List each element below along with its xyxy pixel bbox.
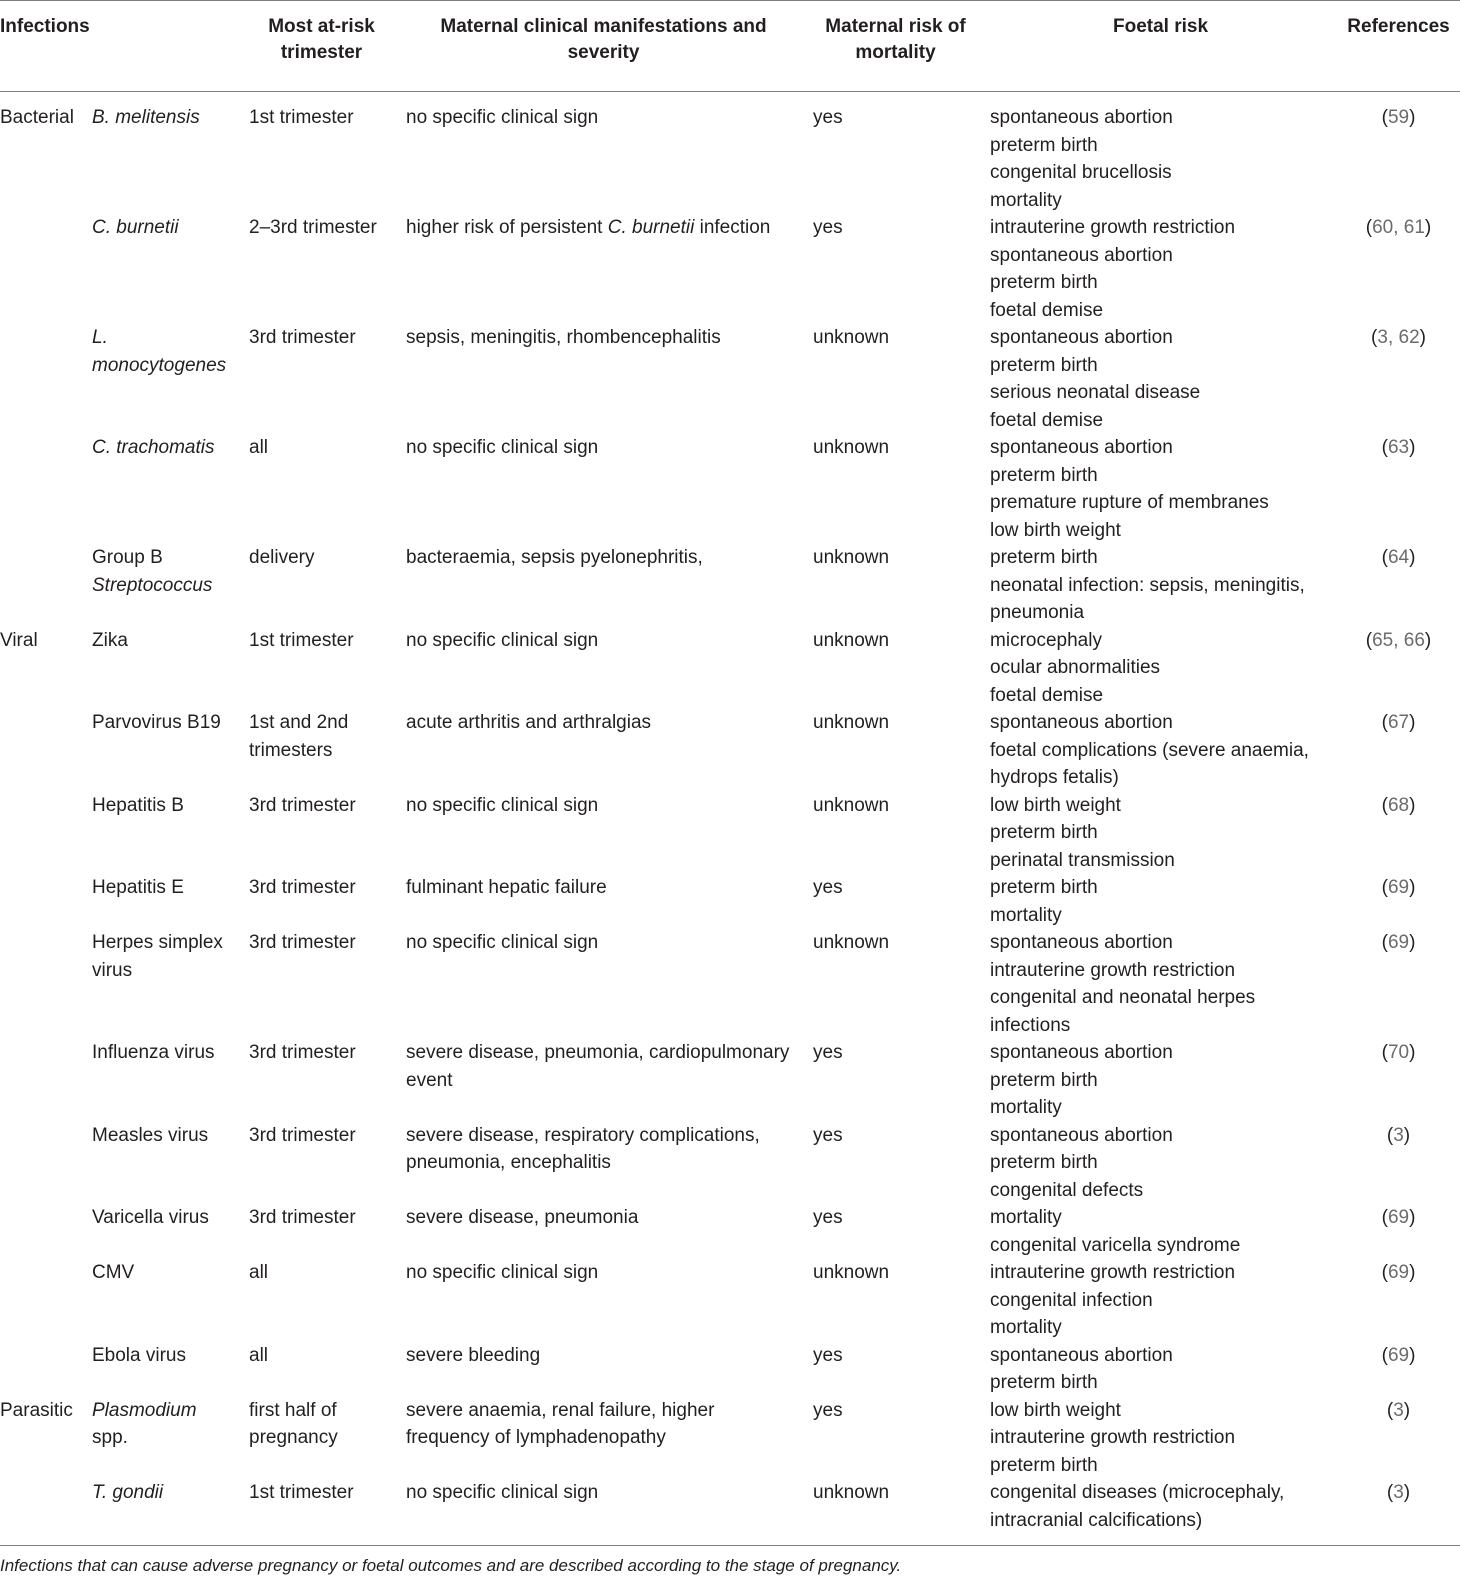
organism-name: Parvovirus B19 — [92, 712, 221, 733]
header-manifestations: Maternal clinical manifestations and severity — [440, 16, 767, 63]
foetal-risk-item: low birth weight — [990, 1399, 1121, 1421]
organism-cell — [87, 709, 243, 792]
foetal-risk-item: serious neonatal disease — [990, 382, 1201, 403]
trimester-cell: 1st trimester — [249, 1482, 354, 1503]
table-row — [0, 792, 1460, 875]
foetal-risk-item: preterm birth — [990, 1152, 1098, 1173]
manifestations-cell: no specific clinical sign — [406, 1262, 599, 1283]
organism-name: B. melitensis — [92, 107, 200, 128]
trimester-cell: 3rd trimester — [249, 1124, 356, 1146]
foetal-risk-cell — [984, 214, 1337, 324]
mortality-cell: yes — [813, 1042, 843, 1063]
foetal-risk-item: spontaneous abortion — [990, 1124, 1173, 1146]
reference-cell: (65, 66) — [1365, 629, 1432, 651]
organism-cell — [87, 544, 243, 627]
foetal-risk-item: spontaneous abortion — [990, 327, 1173, 348]
category-cell — [0, 324, 87, 434]
category-cell — [0, 709, 87, 792]
foetal-risk-item: intrauterine growth restriction — [990, 217, 1236, 238]
mortality-cell: unknown — [813, 1482, 890, 1503]
organism-name: Measles virus — [92, 1124, 209, 1146]
organism-cell — [87, 1039, 243, 1122]
foetal-risk-item: neonatal infection: sepsis, meningitis, pneumonia — [990, 574, 1305, 623]
foetal-risk-item: congenital varicella syndrome — [990, 1234, 1241, 1256]
foetal-risk-item: preterm birth — [990, 464, 1098, 486]
category-cell — [0, 1039, 87, 1122]
organism-cell — [87, 214, 243, 324]
foetal-risk-item: congenital diseases (microcephaly, intracranial calcifications) — [990, 1482, 1285, 1531]
foetal-risk-item: microcephaly — [990, 629, 1102, 651]
foetal-risk-item: preterm birth — [990, 547, 1098, 568]
foetal-risk-cell — [984, 92, 1337, 215]
organism-cell — [87, 324, 243, 434]
category-cell — [0, 214, 87, 324]
foetal-risk-cell — [984, 1397, 1337, 1480]
mortality-cell: unknown — [813, 794, 890, 816]
organism-name: Zika — [92, 629, 128, 651]
organism-name: C. trachomatis — [92, 437, 215, 458]
organism-cell — [87, 627, 243, 710]
trimester-cell: 1st trimester — [249, 107, 354, 128]
reference-cell: (63) — [1381, 437, 1416, 458]
manifestations-cell: severe anaemia, renal failure, higher frequency of lymphadenopathy — [406, 1399, 715, 1448]
foetal-risk-item: spontaneous abortion — [990, 107, 1173, 128]
foetal-risk-item: foetal demise — [990, 299, 1104, 321]
manifestation-text-italic: C. burnetii — [607, 217, 695, 238]
category-cell — [0, 929, 87, 1039]
category-cell: Viral — [0, 629, 38, 651]
header-mortality: Maternal risk of mortality — [825, 16, 966, 63]
mortality-cell: yes — [813, 107, 843, 128]
reference-cell: (69) — [1381, 1207, 1416, 1228]
foetal-risk-item: mortality — [990, 1207, 1062, 1228]
foetal-risk-item: preterm birth — [990, 1069, 1098, 1091]
mortality-cell: yes — [813, 1344, 843, 1366]
category-cell — [0, 1342, 87, 1397]
foetal-risk-item: mortality — [990, 904, 1062, 926]
reference-number: 60, 61 — [1372, 217, 1425, 238]
organism-name: Hepatitis E — [92, 877, 184, 898]
mortality-cell: unknown — [813, 712, 890, 733]
organism-name: Influenza virus — [92, 1042, 215, 1063]
trimester-cell: 1st trimester — [249, 629, 354, 651]
manifestations-cell: fulminant hepatic failure — [406, 877, 607, 898]
organism-name: CMV — [92, 1262, 135, 1283]
organism-cell — [87, 874, 243, 929]
category-cell: Parasitic — [0, 1399, 73, 1421]
category-cell — [0, 434, 87, 544]
organism-cell — [87, 1204, 243, 1259]
foetal-risk-item: spontaneous abortion — [990, 1344, 1173, 1366]
foetal-risk-item: preterm birth — [990, 354, 1098, 376]
table-row — [0, 1204, 1460, 1259]
foetal-risk-cell — [984, 1039, 1337, 1122]
trimester-cell: 3rd trimester — [249, 794, 356, 816]
reference-number: 64 — [1387, 547, 1410, 568]
foetal-risk-item: intrauterine growth restriction — [990, 1262, 1236, 1283]
table-row — [0, 874, 1460, 929]
manifestation-text: infection — [694, 217, 771, 238]
organism-cell — [87, 1122, 243, 1205]
category-cell — [0, 874, 87, 929]
organism-name: C. burnetii — [92, 217, 179, 238]
category-cell — [0, 544, 87, 627]
trimester-cell: 3rd trimester — [249, 1042, 356, 1063]
organism-name-italic: Plasmodium — [92, 1399, 197, 1421]
reference-cell: (68) — [1381, 794, 1416, 816]
organism-cell — [87, 1342, 243, 1397]
mortality-cell: yes — [813, 217, 843, 238]
reference-number: 68 — [1387, 794, 1410, 816]
table-row — [0, 434, 1460, 544]
foetal-risk-item: spontaneous abortion — [990, 932, 1173, 953]
manifestations-cell: no specific clinical sign — [406, 629, 599, 651]
foetal-risk-item: mortality — [990, 1097, 1062, 1118]
category-cell — [0, 1204, 87, 1259]
manifestations-cell: severe disease, pneumonia, cardiopulmonary event — [406, 1042, 790, 1091]
category-cell: Bacterial — [0, 107, 74, 128]
manifestations-cell: bacteraemia, sepsis pyelonephritis, — [406, 547, 703, 568]
foetal-risk-item: mortality — [990, 1317, 1062, 1338]
trimester-cell: 3rd trimester — [249, 1207, 356, 1228]
foetal-risk-cell — [984, 434, 1337, 544]
organism-cell — [87, 434, 243, 544]
foetal-risk-item: preterm birth — [990, 1372, 1098, 1393]
foetal-risk-cell — [984, 1204, 1337, 1259]
foetal-risk-item: preterm birth — [990, 134, 1098, 156]
header-foetal-risk: Foetal risk — [1112, 16, 1209, 37]
table-row — [0, 1479, 1460, 1534]
foetal-risk-item: ocular abnormalities — [990, 657, 1161, 678]
organism-cell — [87, 92, 243, 215]
foetal-risk-item: perinatal transmission — [990, 849, 1175, 871]
table-caption: Infections that can cause adverse pregnancy or foetal outcomes and are described according to the stage of pregnancy. — [0, 1545, 1460, 1578]
reference-cell: (69) — [1381, 877, 1416, 898]
foetal-risk-item: preterm birth — [990, 877, 1098, 898]
trimester-cell: all — [249, 437, 269, 458]
mortality-cell: yes — [813, 877, 843, 898]
reference-number: 69 — [1387, 1344, 1410, 1366]
reference-cell: (64) — [1381, 547, 1416, 568]
foetal-risk-item: low birth weight — [990, 794, 1121, 816]
reference-number: 3 — [1393, 1124, 1404, 1146]
organism-cell — [87, 1479, 243, 1534]
table-row — [0, 1259, 1460, 1342]
foetal-risk-item: mortality — [990, 189, 1062, 211]
mortality-cell: yes — [813, 1124, 843, 1146]
foetal-risk-item: spontaneous abortion — [990, 1042, 1173, 1063]
reference-cell: (3) — [1386, 1124, 1411, 1146]
category-cell — [0, 1479, 87, 1534]
foetal-risk-cell — [984, 1122, 1337, 1205]
trimester-cell: first half of pregnancy — [249, 1399, 338, 1448]
reference-cell: (69) — [1381, 1344, 1416, 1366]
reference-number: 69 — [1387, 877, 1410, 898]
manifestations-cell: acute arthritis and arthralgias — [406, 712, 652, 733]
reference-cell: (70) — [1381, 1042, 1416, 1063]
table-row — [0, 544, 1460, 627]
reference-number: 69 — [1387, 932, 1410, 953]
mortality-cell: yes — [813, 1207, 843, 1228]
mortality-cell: unknown — [813, 437, 890, 458]
organism-name: Hepatitis B — [92, 794, 184, 816]
trimester-cell: all — [249, 1262, 269, 1283]
foetal-risk-item: spontaneous abortion — [990, 712, 1173, 733]
foetal-risk-cell — [984, 544, 1337, 627]
organism-name: L. monocytogenes — [92, 327, 227, 376]
reference-cell: (60, 61) — [1365, 217, 1432, 238]
foetal-risk-item: foetal complications (severe anaemia, hydrops fetalis) — [990, 739, 1309, 788]
foetal-risk-cell — [984, 792, 1337, 875]
foetal-risk-item: premature rupture of membranes — [990, 492, 1269, 513]
manifestations-cell: severe bleeding — [406, 1344, 541, 1366]
header-trimester: Most at-risk trimester — [268, 16, 375, 63]
manifestations-cell: no specific clinical sign — [406, 107, 599, 128]
foetal-risk-item: low birth weight — [990, 519, 1121, 541]
manifestations-cell: no specific clinical sign — [406, 1482, 599, 1503]
trimester-cell: delivery — [249, 547, 315, 568]
organism-name: T. gondii — [92, 1482, 164, 1503]
table-body — [0, 92, 1460, 1535]
header-infections: Infections — [0, 16, 90, 37]
foetal-risk-item: intrauterine growth restriction — [990, 959, 1236, 981]
foetal-risk-item: foetal demise — [990, 684, 1104, 706]
category-cell — [0, 792, 87, 875]
category-cell — [0, 1259, 87, 1342]
foetal-risk-item: preterm birth — [990, 1454, 1098, 1476]
table-row — [0, 1342, 1460, 1397]
manifestations-cell: severe disease, pneumonia — [406, 1207, 639, 1228]
mortality-cell: unknown — [813, 547, 890, 568]
trimester-cell: all — [249, 1344, 269, 1366]
foetal-risk-item: preterm birth — [990, 272, 1098, 293]
foetal-risk-item: spontaneous abortion — [990, 437, 1173, 458]
manifestations-cell: sepsis, meningitis, rhombencephalitis — [406, 327, 721, 348]
foetal-risk-cell — [984, 874, 1337, 929]
organism-cell — [87, 929, 243, 1039]
foetal-risk-item: intrauterine growth restriction — [990, 1427, 1236, 1448]
trimester-cell: 3rd trimester — [249, 327, 356, 348]
reference-cell: (3) — [1386, 1399, 1411, 1421]
foetal-risk-cell — [984, 1342, 1337, 1397]
foetal-risk-cell — [984, 627, 1337, 710]
table-row — [0, 1039, 1460, 1122]
organism-name-suffix: spp. — [92, 1427, 128, 1448]
manifestations-cell: severe disease, respiratory complications, pneumonia, encephalitis — [406, 1124, 760, 1173]
foetal-risk-item: foetal demise — [990, 409, 1104, 431]
foetal-risk-cell — [984, 1259, 1337, 1342]
reference-number: 59 — [1387, 107, 1410, 128]
organism-cell — [87, 1397, 243, 1480]
foetal-risk-item: spontaneous abortion — [990, 244, 1173, 266]
reference-cell: (69) — [1381, 1262, 1416, 1283]
trimester-cell: 2–3rd trimester — [249, 217, 377, 238]
reference-cell: (69) — [1381, 932, 1416, 953]
organism-name: Ebola virus — [92, 1344, 186, 1366]
table-row — [0, 214, 1460, 324]
foetal-risk-cell — [984, 324, 1337, 434]
foetal-risk-item: congenital and neonatal herpes infections — [990, 987, 1256, 1036]
mortality-cell: unknown — [813, 327, 890, 348]
reference-number: 65, 66 — [1372, 629, 1425, 651]
table-row — [0, 92, 1460, 215]
reference-number: 3, 62 — [1377, 327, 1420, 348]
trimester-cell: 3rd trimester — [249, 877, 356, 898]
mortality-cell: unknown — [813, 629, 890, 651]
organism-cell — [87, 1259, 243, 1342]
category-cell — [0, 1122, 87, 1205]
reference-number: 70 — [1387, 1042, 1410, 1063]
reference-cell: (59) — [1381, 107, 1416, 128]
mortality-cell: yes — [813, 1399, 843, 1421]
table-row — [0, 709, 1460, 792]
organism-name-italic: Streptococcus — [92, 574, 213, 596]
reference-number: 3 — [1393, 1482, 1404, 1503]
mortality-cell: unknown — [813, 932, 890, 953]
manifestations-cell: no specific clinical sign — [406, 794, 599, 816]
reference-number: 67 — [1387, 712, 1410, 733]
foetal-risk-cell — [984, 709, 1337, 792]
table-row — [0, 1122, 1460, 1205]
table-row — [0, 1397, 1460, 1480]
reference-cell: (3, 62) — [1371, 327, 1426, 348]
reference-number: 63 — [1387, 437, 1410, 458]
organism-name: Group B — [92, 547, 163, 568]
table-row — [0, 627, 1460, 710]
manifestations-cell: no specific clinical sign — [406, 437, 599, 458]
trimester-cell: 3rd trimester — [249, 932, 356, 953]
manifestations-cell — [400, 214, 807, 324]
organism-name: Varicella virus — [92, 1207, 209, 1228]
reference-number: 3 — [1393, 1399, 1404, 1421]
foetal-risk-item: preterm birth — [990, 822, 1098, 843]
manifestations-cell: no specific clinical sign — [406, 932, 599, 953]
foetal-risk-item: congenital infection — [990, 1289, 1153, 1311]
foetal-risk-cell — [984, 1479, 1337, 1534]
reference-number: 69 — [1387, 1207, 1410, 1228]
reference-cell: (67) — [1381, 712, 1416, 733]
mortality-cell: unknown — [813, 1262, 890, 1283]
foetal-risk-item: congenital defects — [990, 1179, 1144, 1201]
reference-cell: (3) — [1386, 1482, 1411, 1503]
table-row — [0, 324, 1460, 434]
organism-name: Herpes simplex virus — [92, 932, 223, 981]
manifestation-text: higher risk of persistent — [406, 217, 608, 238]
table-row — [0, 929, 1460, 1039]
table-header-row — [0, 1, 1460, 92]
trimester-cell: 1st and 2nd trimesters — [249, 712, 349, 761]
foetal-risk-item: congenital brucellosis — [990, 162, 1172, 183]
organism-cell — [87, 792, 243, 875]
foetal-risk-cell — [984, 929, 1337, 1039]
reference-number: 69 — [1387, 1262, 1410, 1283]
header-references: References — [1347, 16, 1450, 37]
